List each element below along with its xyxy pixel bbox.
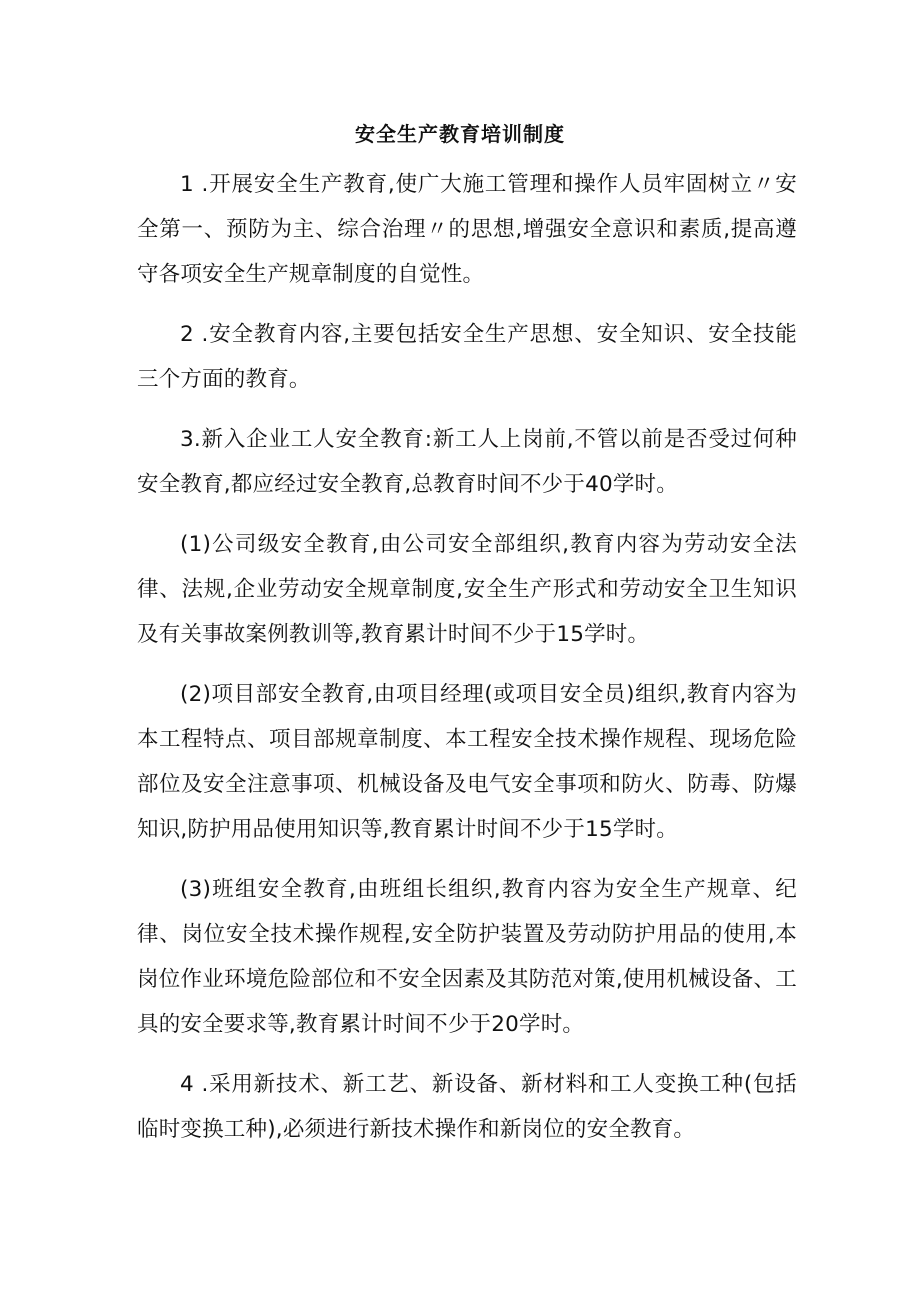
paragraph-3-3: (3)班组安全教育,由班组长组织,教育内容为安全生产规章、纪律、岗位安全技术操作规程,安全防护装置及劳动防护用品的使用,本岗位作业环境危险部位和不安全因素及其防范对策,使用机械设备、工具的安全要求等,教育累计时间不少于20学时。 (137, 877, 797, 1037)
paragraph-3-1: (1)公司级安全教育,由公司安全部组织,教育内容为劳动安全法律、法规,企业劳动安全规章制度,安全生产形式和劳动安全卫生知识及有关事故案例教训等,教育累计时间不少于15学时。 (137, 532, 797, 647)
document-body (137, 162, 797, 1167)
document-title: 安全生产教育培训制度 (355, 122, 565, 146)
paragraph-3: 3.新入企业工人安全教育:新工人上岗前,不管以前是否受过何种安全教育,都应经过安全教育,总教育时间不少于40学时。 (137, 427, 797, 497)
paragraph-3-2: (2)项目部安全教育,由项目经理(或项目安全员)组织,教育内容为本工程特点、项目部规章制度、本工程安全技术操作规程、现场危险部位及安全注意事项、机械设备及电气安全事项和防火、防毒、防爆知识,防护用品使用知识等,教育累计时间不少于15学时。 (137, 682, 797, 842)
paragraph-1: 1 .开展安全生产教育,使广大施工管理和操作人员牢固树立〃安全第一、预防为主、综合治理〃的思想,增强安全意识和素质,提高遵守各项安全生产规章制度的自觉性。 (137, 172, 797, 287)
paragraph-4: 4 .采用新技术、新工艺、新设备、新材料和工人变换工种(包括临时变换工种),必须进行新技术操作和新岗位的安全教育。 (137, 1072, 797, 1142)
paragraph-2: 2 .安全教育内容,主要包括安全生产思想、安全知识、安全技能三个方面的教育。 (137, 322, 797, 392)
